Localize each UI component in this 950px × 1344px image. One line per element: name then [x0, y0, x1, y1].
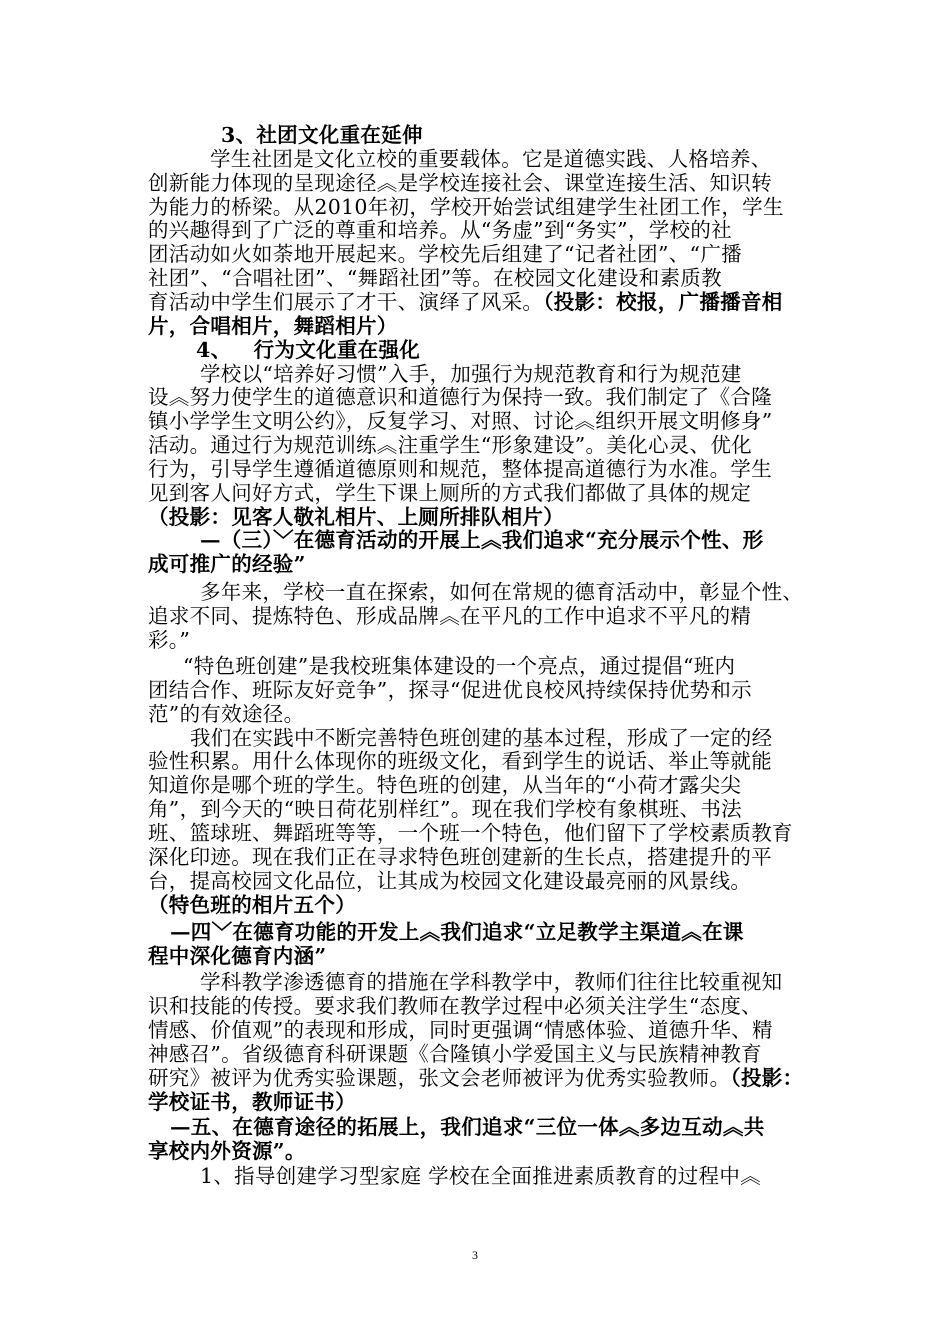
- section-heading: 3、社团文化重在延伸: [221, 123, 423, 147]
- section-heading: 成可推广的经验”: [148, 552, 306, 577]
- paragraph-text: 育活动中学生们展示了才干、演绎了风采。: [148, 289, 544, 314]
- projection-note: （投影：校报，广播播音相: [543, 289, 783, 314]
- paragraph-line: 团结合作、班际友好竞争”，探寻“促进优良校风持续保持优势和示: [148, 677, 752, 702]
- section-heading: —四﹀在德育功能的开发上︽我们追求“立足教学主渠道︽在课: [170, 920, 744, 945]
- section-heading: 享校内外资源”。: [148, 1139, 306, 1163]
- projection-note: （投影：: [730, 1065, 804, 1090]
- paragraph-line: 班、篮球班、舞蹈班等等，一个班一个特色，他们留下了学校素质教育: [148, 821, 793, 845]
- paragraph-line: 镇小学学生文明公约》，反复学习、对照、讨论︽组织开展文明修身”: [148, 409, 773, 434]
- paragraph-line: “特色班创建”是我校班集体建设的一个亮点，通过提倡“班内: [183, 654, 736, 679]
- paragraph-line: 社团”、“合唱社团”、“舞蹈社团”等。在校园文化建设和素质教: [148, 266, 722, 291]
- section-heading: —（三）﹀在德育活动的开展上︽我们追求“充分展示个性、形: [200, 528, 764, 553]
- section-heading: 4、 行为文化重在强化: [196, 337, 421, 362]
- paragraph-line: 团活动如火如荼地开展起来。学校先后组建了“记者社团”、“广播: [148, 242, 742, 267]
- paragraph-line: 为能力的桥梁。从2010年初，学校开始尝试组建学生社团工作，学生: [148, 194, 784, 219]
- paragraph-line: 追求不同、提炼特色、形成品牌︽在平凡的工作中追求不平凡的精: [148, 603, 752, 628]
- paragraph-line: 深化印迹。现在我们正在寻求特色班创建新的生长点，搭建提升的平: [148, 844, 772, 869]
- paragraph-line: 活动。通过行为规范训练︽注重学生“形象建设”。美化心灵、优化: [148, 433, 752, 458]
- paragraph-line: 设︽努力使学生的道德意识和道德行为保持一致。我们制定了《合隆: [148, 385, 772, 410]
- section-heading: 程中深化德育内涵”: [148, 944, 327, 969]
- projection-note: （特色班的相片五个）: [148, 892, 356, 917]
- paragraph-line: 的兴趣得到了广泛的尊重和培养。从“务虚”到“务实”，学校的社: [148, 218, 732, 243]
- projection-note: 学校证书，教师证书）: [148, 1089, 356, 1114]
- paragraph-line: 范”的有效途径。: [148, 701, 305, 726]
- paragraph-line: 彩。”: [148, 627, 191, 652]
- section-heading: —五、在德育途径的拓展上，我们追求“三位一体︽多边互动︽共: [170, 1115, 765, 1140]
- projection-note: （投影：见客人敬礼相片、上厕所排队相片）: [148, 504, 564, 529]
- paragraph-line: 知道你是哪个班的学生。特色班的创建，从当年的“小荷才露尖尖: [148, 773, 742, 798]
- paragraph-line: 验性积累。用什么体现你的班级文化，看到学生的说话、举止等就能: [148, 749, 772, 774]
- paragraph-line: 创新能力体现的呈现途径︽是学校连接社会、课堂连接生活、知识转: [148, 170, 772, 195]
- projection-note: 片，合唱相片，舞蹈相片）: [148, 313, 398, 338]
- paragraph-text: 研究》被评为优秀实验课题，张文会老师被评为优秀实验教师。: [148, 1065, 731, 1090]
- paragraph-line: 我们在实践中不断完善特色班创建的基本过程，形成了一定的经: [190, 725, 773, 750]
- paragraph-line: 学校以“培养好习惯”入手，加强行为规范教育和行为规范建: [200, 361, 742, 386]
- page-number: 3: [472, 1248, 478, 1262]
- paragraph-line: 见到客人问好方式，学生下课上厕所的方式我们都做了具体的规定: [148, 480, 752, 505]
- paragraph-line: 学科教学渗透德育的措施在学科教学中，教师们往往比较重视知: [200, 970, 783, 995]
- paragraph-line: 1、指导创建学习型家庭 学校在全面推进素质教育的过程中︽: [200, 1163, 761, 1188]
- paragraph-line: 识和技能的传授。要求我们教师在教学过程中必须关注学生“态度、: [148, 994, 762, 1019]
- paragraph-line: 行为，引导学生遵循道德原则和规范，整体提高道德行为水准。学生: [148, 456, 772, 481]
- paragraph-line: 角”，到今天的“映日荷花别样红”。现在我们学校有象棋班、书法: [148, 797, 742, 822]
- paragraph-line: 情感、价值观”的表现和形成，同时更强调“情感体验、道德升华、精: [148, 1018, 773, 1043]
- paragraph-line: 多年来，学校一直在探索，如何在常规的德育活动中，彰显个性、: [200, 580, 804, 605]
- paragraph-line: 学生社团是文化立校的重要载体。它是道德实践、人格培养、: [210, 146, 772, 171]
- paragraph-line: 台，提高校园文化品位，让其成为校园文化建设最亮丽的风景线。: [148, 868, 752, 893]
- paragraph-line: 神感召”。省级德育科研课题《合隆镇小学爱国主义与民族精神教育: [148, 1042, 762, 1067]
